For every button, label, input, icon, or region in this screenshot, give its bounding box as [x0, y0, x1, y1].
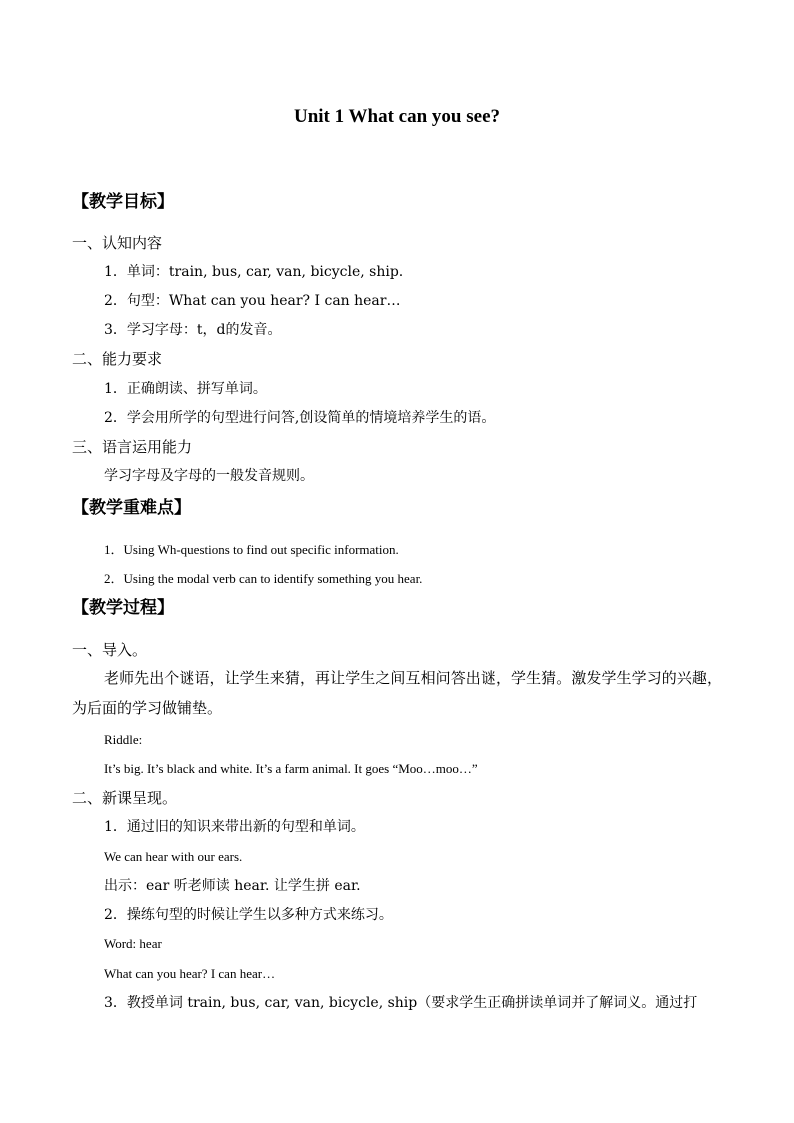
ability-item: 1．正确朗读、拼写单词。 [104, 381, 267, 397]
step1-english: We can hear with our ears. [104, 849, 243, 864]
step1-text: 1．通过旧的知识来带出新的句型和单词。 [104, 819, 365, 835]
intro-label: 一、导入。 [72, 641, 148, 659]
riddle-label: Riddle: [104, 732, 143, 747]
key-point-item: 2．Using the modal verb can to identify something you hear. [104, 571, 423, 586]
intro-paragraph: 老师先出个谜语，让学生来猜，再让学生之间互相问答出谜，学生猜。激发学生学习的兴趣，为后面的学习做铺垫。 [72, 669, 722, 717]
step2-sentence: What can you hear? I can hear… [104, 966, 276, 981]
section-heading-key-points: 【教学重难点】 [72, 498, 191, 518]
ability-label: 二、能力要求 [72, 350, 163, 368]
step2-text: 2．操练句型的时候让学生以多种方式来练习。 [104, 907, 393, 923]
step3-text: 3．教授单词 train, bus, car, van, bicycle, ship（要求学生正确拼读单词并了解词义。通过打 [104, 995, 698, 1011]
step1-show: 出示：ear 听老师读 hear. 让学生拼 ear. [104, 878, 361, 894]
cognitive-item: 1．单词：train, bus, car, van, bicycle, ship. [104, 264, 404, 280]
ability-item: 2．学会用所学的句型进行问答,创设简单的情境培养学生的语。 [104, 410, 496, 426]
language-label: 三、语言运用能力 [72, 438, 193, 456]
new-lesson-label: 二、新课呈现。 [72, 789, 178, 807]
language-text: 学习字母及字母的一般发音规则。 [104, 468, 314, 484]
cognitive-label: 一、认知内容 [72, 234, 163, 252]
cognitive-item: 2．句型：What can you hear? I can hear… [104, 293, 401, 309]
key-point-item: 1．Using Wh-questions to find out specific information. [104, 542, 399, 557]
step2-word: Word: hear [104, 936, 162, 951]
section-heading-process: 【教学过程】 [72, 598, 174, 618]
cognitive-item: 3．学习字母：t，d的发音。 [104, 322, 282, 338]
section-heading-goals: 【教学目标】 [72, 192, 174, 212]
riddle-text: It’s big. It’s black and white. It’s a farm animal. It goes “Moo…moo…” [104, 761, 478, 776]
document-title: Unit 1 What can you see? [293, 106, 501, 127]
